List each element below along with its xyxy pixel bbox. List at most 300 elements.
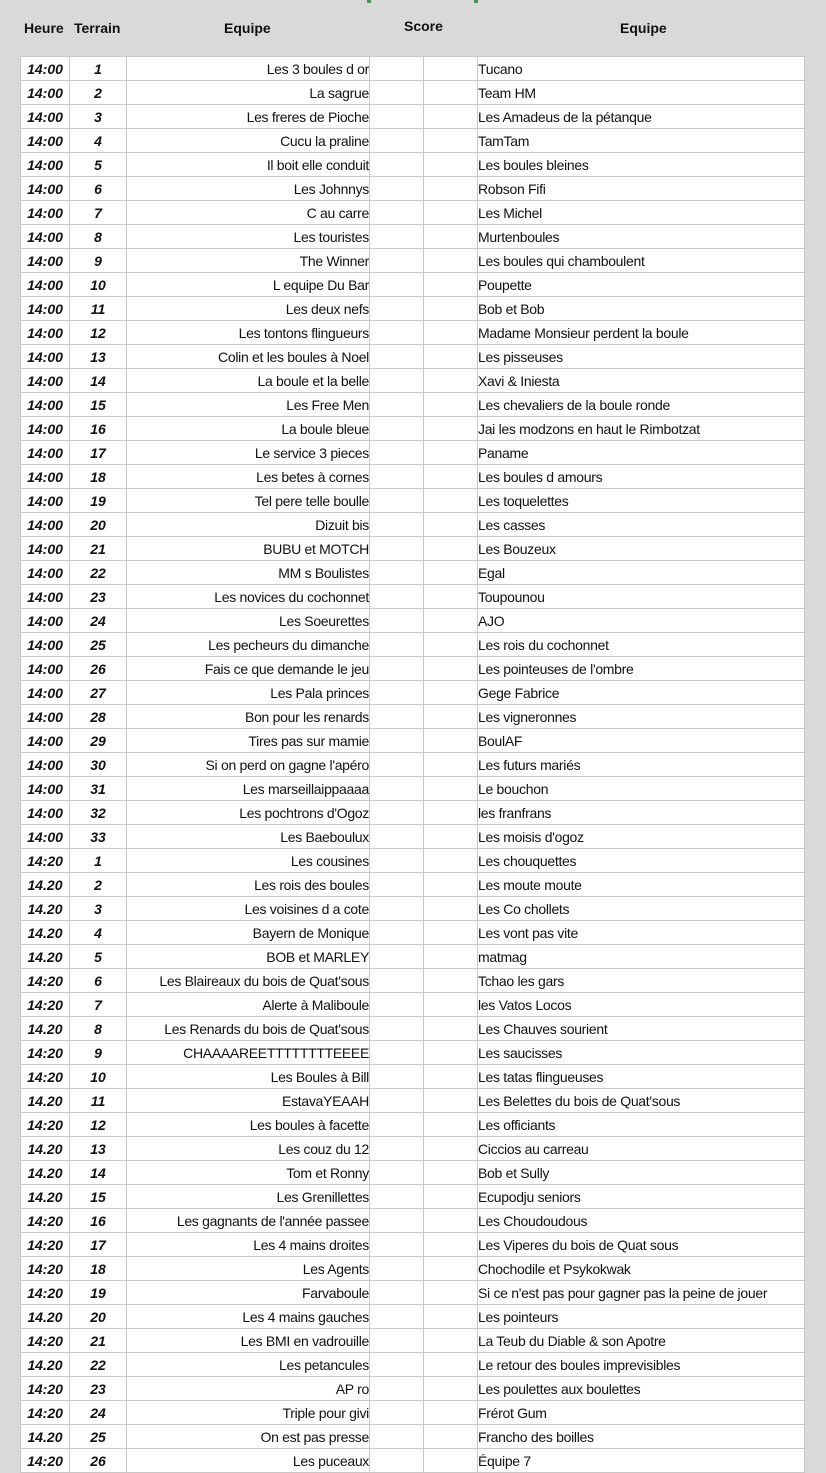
cell-score-away[interactable]: [424, 993, 478, 1017]
cell-team-home[interactable]: Les Blaireaux du bois de Quat'sous: [127, 969, 370, 993]
cell-score-home[interactable]: [370, 297, 424, 321]
cell-team-away[interactable]: Le retour des boules imprevisibles: [478, 1353, 805, 1377]
cell-team-away[interactable]: Ecupodju seniors: [478, 1185, 805, 1209]
cell-terrain[interactable]: 27: [70, 681, 127, 705]
cell-score-away[interactable]: [424, 825, 478, 849]
cell-heure[interactable]: 14:00: [21, 153, 70, 177]
cell-team-away[interactable]: Les Michel: [478, 201, 805, 225]
cell-team-home[interactable]: La sagrue: [127, 81, 370, 105]
cell-terrain[interactable]: 6: [70, 969, 127, 993]
cell-terrain[interactable]: 25: [70, 633, 127, 657]
cell-score-home[interactable]: [370, 465, 424, 489]
cell-heure[interactable]: 14:00: [21, 801, 70, 825]
cell-terrain[interactable]: 28: [70, 705, 127, 729]
cell-team-away[interactable]: Équipe 7: [478, 1449, 805, 1473]
cell-team-home[interactable]: L equipe Du Bar: [127, 273, 370, 297]
cell-heure[interactable]: 14:20: [21, 1257, 70, 1281]
cell-score-home[interactable]: [370, 1305, 424, 1329]
cell-heure[interactable]: 14.20: [21, 1089, 70, 1113]
cell-score-away[interactable]: [424, 585, 478, 609]
cell-score-home[interactable]: [370, 1113, 424, 1137]
cell-score-away[interactable]: [424, 321, 478, 345]
cell-score-home[interactable]: [370, 57, 424, 81]
cell-terrain[interactable]: 18: [70, 465, 127, 489]
cell-team-away[interactable]: Les Viperes du bois de Quat sous: [478, 1233, 805, 1257]
cell-score-away[interactable]: [424, 873, 478, 897]
cell-score-home[interactable]: [370, 1089, 424, 1113]
cell-heure[interactable]: 14:00: [21, 609, 70, 633]
cell-score-away[interactable]: [424, 177, 478, 201]
cell-score-away[interactable]: [424, 369, 478, 393]
cell-score-away[interactable]: [424, 1161, 478, 1185]
cell-team-away[interactable]: Le bouchon: [478, 777, 805, 801]
cell-team-away[interactable]: Les pointeuses de l'ombre: [478, 657, 805, 681]
cell-terrain[interactable]: 17: [70, 1233, 127, 1257]
cell-terrain[interactable]: 26: [70, 1449, 127, 1473]
cell-team-away[interactable]: les Vatos Locos: [478, 993, 805, 1017]
cell-terrain[interactable]: 25: [70, 1425, 127, 1449]
cell-team-away[interactable]: Robson Fifi: [478, 177, 805, 201]
cell-score-home[interactable]: [370, 441, 424, 465]
cell-terrain[interactable]: 6: [70, 177, 127, 201]
cell-terrain[interactable]: 20: [70, 513, 127, 537]
cell-score-away[interactable]: [424, 1257, 478, 1281]
cell-heure[interactable]: 14.20: [21, 945, 70, 969]
cell-team-home[interactable]: Les pecheurs du dimanche: [127, 633, 370, 657]
cell-team-home[interactable]: AP ro: [127, 1377, 370, 1401]
cell-score-home[interactable]: [370, 849, 424, 873]
cell-heure[interactable]: 14:20: [21, 1065, 70, 1089]
cell-score-away[interactable]: [424, 729, 478, 753]
cell-team-away[interactable]: Les chouquettes: [478, 849, 805, 873]
cell-score-away[interactable]: [424, 777, 478, 801]
cell-terrain[interactable]: 19: [70, 1281, 127, 1305]
cell-heure[interactable]: 14:00: [21, 369, 70, 393]
cell-score-home[interactable]: [370, 873, 424, 897]
cell-terrain[interactable]: 10: [70, 1065, 127, 1089]
cell-team-home[interactable]: The Winner: [127, 249, 370, 273]
cell-heure[interactable]: 14.20: [21, 1185, 70, 1209]
cell-score-away[interactable]: [424, 1233, 478, 1257]
cell-score-away[interactable]: [424, 705, 478, 729]
cell-team-home[interactable]: Les Agents: [127, 1257, 370, 1281]
cell-terrain[interactable]: 1: [70, 57, 127, 81]
cell-terrain[interactable]: 18: [70, 1257, 127, 1281]
cell-team-home[interactable]: Les Pala princes: [127, 681, 370, 705]
cell-team-away[interactable]: Les pointeurs: [478, 1305, 805, 1329]
cell-heure[interactable]: 14.20: [21, 1137, 70, 1161]
cell-heure[interactable]: 14:00: [21, 177, 70, 201]
cell-score-away[interactable]: [424, 1137, 478, 1161]
cell-heure[interactable]: 14.20: [21, 897, 70, 921]
cell-heure[interactable]: 14:20: [21, 1233, 70, 1257]
cell-score-away[interactable]: [424, 1377, 478, 1401]
cell-team-home[interactable]: Bon pour les renards: [127, 705, 370, 729]
cell-team-away[interactable]: Les tatas flingueuses: [478, 1065, 805, 1089]
cell-team-home[interactable]: Les betes à cornes: [127, 465, 370, 489]
cell-team-home[interactable]: Les boules à facette: [127, 1113, 370, 1137]
cell-team-home[interactable]: Les Baeboulux: [127, 825, 370, 849]
cell-heure[interactable]: 14:00: [21, 105, 70, 129]
cell-team-away[interactable]: matmag: [478, 945, 805, 969]
cell-team-home[interactable]: Les Free Men: [127, 393, 370, 417]
cell-score-away[interactable]: [424, 153, 478, 177]
cell-heure[interactable]: 14:00: [21, 57, 70, 81]
cell-terrain[interactable]: 11: [70, 1089, 127, 1113]
cell-team-away[interactable]: Bob et Sully: [478, 1161, 805, 1185]
cell-team-away[interactable]: Francho des boilles: [478, 1425, 805, 1449]
cell-team-away[interactable]: Madame Monsieur perdent la boule: [478, 321, 805, 345]
cell-score-away[interactable]: [424, 465, 478, 489]
cell-heure[interactable]: 14:20: [21, 1377, 70, 1401]
cell-team-home[interactable]: C au carre: [127, 201, 370, 225]
cell-team-away[interactable]: Les boules qui chamboulent: [478, 249, 805, 273]
cell-team-away[interactable]: Egal: [478, 561, 805, 585]
cell-team-away[interactable]: Tchao les gars: [478, 969, 805, 993]
cell-terrain[interactable]: 23: [70, 585, 127, 609]
cell-score-home[interactable]: [370, 1353, 424, 1377]
cell-terrain[interactable]: 3: [70, 897, 127, 921]
cell-team-home[interactable]: Les freres de Pioche: [127, 105, 370, 129]
cell-terrain[interactable]: 13: [70, 1137, 127, 1161]
cell-team-away[interactable]: Toupounou: [478, 585, 805, 609]
cell-team-away[interactable]: Les toquelettes: [478, 489, 805, 513]
cell-heure[interactable]: 14.20: [21, 1161, 70, 1185]
cell-score-home[interactable]: [370, 225, 424, 249]
cell-score-home[interactable]: [370, 1425, 424, 1449]
cell-score-home[interactable]: [370, 777, 424, 801]
cell-score-away[interactable]: [424, 609, 478, 633]
cell-team-away[interactable]: Les Choudoudous: [478, 1209, 805, 1233]
cell-team-home[interactable]: Cucu la praline: [127, 129, 370, 153]
cell-team-away[interactable]: les franfrans: [478, 801, 805, 825]
cell-score-home[interactable]: [370, 369, 424, 393]
cell-terrain[interactable]: 26: [70, 657, 127, 681]
cell-team-away[interactable]: Frérot Gum: [478, 1401, 805, 1425]
cell-score-away[interactable]: [424, 129, 478, 153]
cell-team-home[interactable]: Les marseillaippaaaa: [127, 777, 370, 801]
cell-score-away[interactable]: [424, 1329, 478, 1353]
cell-score-away[interactable]: [424, 897, 478, 921]
cell-heure[interactable]: 14:00: [21, 537, 70, 561]
cell-score-away[interactable]: [424, 1185, 478, 1209]
cell-team-home[interactable]: Il boit elle conduit: [127, 153, 370, 177]
cell-team-home[interactable]: Les petancules: [127, 1353, 370, 1377]
cell-heure[interactable]: 14:00: [21, 249, 70, 273]
cell-heure[interactable]: 14:20: [21, 1449, 70, 1473]
cell-heure[interactable]: 14:00: [21, 753, 70, 777]
cell-terrain[interactable]: 30: [70, 753, 127, 777]
cell-team-home[interactable]: Les BMI en vadrouille: [127, 1329, 370, 1353]
cell-team-home[interactable]: Les touristes: [127, 225, 370, 249]
cell-score-home[interactable]: [370, 1233, 424, 1257]
cell-team-home[interactable]: Triple pour givi: [127, 1401, 370, 1425]
cell-team-away[interactable]: Si ce n'est pas pour gagner pas la peine de jouer: [478, 1281, 805, 1305]
cell-terrain[interactable]: 7: [70, 201, 127, 225]
cell-score-away[interactable]: [424, 57, 478, 81]
cell-terrain[interactable]: 16: [70, 1209, 127, 1233]
cell-score-home[interactable]: [370, 201, 424, 225]
cell-score-away[interactable]: [424, 249, 478, 273]
cell-team-away[interactable]: AJO: [478, 609, 805, 633]
cell-score-away[interactable]: [424, 1065, 478, 1089]
cell-heure[interactable]: 14:00: [21, 225, 70, 249]
cell-team-home[interactable]: On est pas presse: [127, 1425, 370, 1449]
cell-score-home[interactable]: [370, 993, 424, 1017]
cell-team-home[interactable]: Les 4 mains gauches: [127, 1305, 370, 1329]
cell-terrain[interactable]: 8: [70, 1017, 127, 1041]
cell-heure[interactable]: 14:00: [21, 129, 70, 153]
cell-terrain[interactable]: 14: [70, 369, 127, 393]
cell-team-away[interactable]: Les boules bleines: [478, 153, 805, 177]
cell-score-home[interactable]: [370, 1185, 424, 1209]
cell-score-home[interactable]: [370, 657, 424, 681]
cell-score-home[interactable]: [370, 1041, 424, 1065]
cell-score-away[interactable]: [424, 273, 478, 297]
cell-score-home[interactable]: [370, 393, 424, 417]
cell-score-away[interactable]: [424, 1041, 478, 1065]
cell-team-home[interactable]: Les voisines d a cote: [127, 897, 370, 921]
cell-score-home[interactable]: [370, 321, 424, 345]
cell-heure[interactable]: 14:00: [21, 585, 70, 609]
cell-terrain[interactable]: 3: [70, 105, 127, 129]
cell-team-home[interactable]: BUBU et MOTCH: [127, 537, 370, 561]
cell-terrain[interactable]: 21: [70, 537, 127, 561]
cell-heure[interactable]: 14:20: [21, 1401, 70, 1425]
cell-terrain[interactable]: 20: [70, 1305, 127, 1329]
cell-team-home[interactable]: BOB et MARLEY: [127, 945, 370, 969]
cell-score-home[interactable]: [370, 801, 424, 825]
cell-terrain[interactable]: 12: [70, 321, 127, 345]
cell-team-home[interactable]: Bayern de Monique: [127, 921, 370, 945]
cell-heure[interactable]: 14:00: [21, 705, 70, 729]
cell-terrain[interactable]: 24: [70, 609, 127, 633]
cell-terrain[interactable]: 1: [70, 849, 127, 873]
cell-team-home[interactable]: Les Grenillettes: [127, 1185, 370, 1209]
cell-team-home[interactable]: Les Johnnys: [127, 177, 370, 201]
cell-heure[interactable]: 14:00: [21, 489, 70, 513]
cell-score-home[interactable]: [370, 513, 424, 537]
cell-terrain[interactable]: 10: [70, 273, 127, 297]
cell-team-away[interactable]: Team HM: [478, 81, 805, 105]
cell-heure[interactable]: 14:20: [21, 1209, 70, 1233]
cell-score-away[interactable]: [424, 945, 478, 969]
cell-score-home[interactable]: [370, 1377, 424, 1401]
cell-team-home[interactable]: Les gagnants de l'année passee: [127, 1209, 370, 1233]
cell-score-away[interactable]: [424, 921, 478, 945]
cell-team-away[interactable]: Les saucisses: [478, 1041, 805, 1065]
cell-team-away[interactable]: Les Co chollets: [478, 897, 805, 921]
cell-heure[interactable]: 14:00: [21, 465, 70, 489]
cell-team-home[interactable]: Les 4 mains droites: [127, 1233, 370, 1257]
cell-terrain[interactable]: 31: [70, 777, 127, 801]
cell-score-home[interactable]: [370, 945, 424, 969]
cell-score-away[interactable]: [424, 753, 478, 777]
cell-terrain[interactable]: 5: [70, 945, 127, 969]
cell-team-away[interactable]: BoulAF: [478, 729, 805, 753]
cell-team-home[interactable]: Les puceaux: [127, 1449, 370, 1473]
cell-score-home[interactable]: [370, 969, 424, 993]
cell-score-home[interactable]: [370, 825, 424, 849]
cell-score-away[interactable]: [424, 1089, 478, 1113]
cell-team-home[interactable]: Les deux nefs: [127, 297, 370, 321]
cell-score-away[interactable]: [424, 417, 478, 441]
cell-team-away[interactable]: Poupette: [478, 273, 805, 297]
cell-score-home[interactable]: [370, 1209, 424, 1233]
cell-team-away[interactable]: Xavi & Iniesta: [478, 369, 805, 393]
cell-score-away[interactable]: [424, 393, 478, 417]
cell-score-home[interactable]: [370, 633, 424, 657]
cell-score-away[interactable]: [424, 801, 478, 825]
cell-team-away[interactable]: Tucano: [478, 57, 805, 81]
cell-score-away[interactable]: [424, 1449, 478, 1473]
cell-heure[interactable]: 14.20: [21, 921, 70, 945]
cell-score-home[interactable]: [370, 1257, 424, 1281]
cell-terrain[interactable]: 9: [70, 1041, 127, 1065]
cell-score-away[interactable]: [424, 681, 478, 705]
cell-heure[interactable]: 14:00: [21, 393, 70, 417]
cell-terrain[interactable]: 23: [70, 1377, 127, 1401]
cell-terrain[interactable]: 2: [70, 81, 127, 105]
cell-heure[interactable]: 14:00: [21, 657, 70, 681]
cell-score-home[interactable]: [370, 1017, 424, 1041]
cell-terrain[interactable]: 12: [70, 1113, 127, 1137]
cell-score-away[interactable]: [424, 105, 478, 129]
cell-team-home[interactable]: Les tontons flingueurs: [127, 321, 370, 345]
cell-heure[interactable]: 14.20: [21, 1353, 70, 1377]
cell-team-home[interactable]: Les Soeurettes: [127, 609, 370, 633]
cell-team-away[interactable]: Les rois du cochonnet: [478, 633, 805, 657]
cell-score-home[interactable]: [370, 705, 424, 729]
cell-heure[interactable]: 14:00: [21, 345, 70, 369]
cell-score-away[interactable]: [424, 561, 478, 585]
cell-terrain[interactable]: 2: [70, 873, 127, 897]
cell-score-away[interactable]: [424, 657, 478, 681]
cell-team-home[interactable]: Le service 3 pieces: [127, 441, 370, 465]
cell-heure[interactable]: 14:20: [21, 993, 70, 1017]
cell-team-away[interactable]: Les vigneronnes: [478, 705, 805, 729]
cell-team-home[interactable]: Tires pas sur mamie: [127, 729, 370, 753]
cell-heure[interactable]: 14.20: [21, 1305, 70, 1329]
cell-team-home[interactable]: Les Renards du bois de Quat'sous: [127, 1017, 370, 1041]
cell-terrain[interactable]: 7: [70, 993, 127, 1017]
cell-heure[interactable]: 14:00: [21, 825, 70, 849]
cell-terrain[interactable]: 22: [70, 1353, 127, 1377]
cell-terrain[interactable]: 15: [70, 1185, 127, 1209]
cell-score-home[interactable]: [370, 1065, 424, 1089]
cell-score-away[interactable]: [424, 297, 478, 321]
cell-heure[interactable]: 14:00: [21, 777, 70, 801]
cell-terrain[interactable]: 22: [70, 561, 127, 585]
cell-terrain[interactable]: 4: [70, 129, 127, 153]
cell-heure[interactable]: 14:00: [21, 681, 70, 705]
cell-team-away[interactable]: Les futurs mariés: [478, 753, 805, 777]
cell-score-away[interactable]: [424, 513, 478, 537]
cell-team-home[interactable]: CHAAAAREETTTTTTTTEEEE: [127, 1041, 370, 1065]
cell-heure[interactable]: 14:20: [21, 1041, 70, 1065]
cell-terrain[interactable]: 17: [70, 441, 127, 465]
cell-team-home[interactable]: Les pochtrons d'Ogoz: [127, 801, 370, 825]
cell-team-home[interactable]: Farvaboule: [127, 1281, 370, 1305]
cell-team-home[interactable]: Dizuit bis: [127, 513, 370, 537]
cell-score-away[interactable]: [424, 1017, 478, 1041]
cell-heure[interactable]: 14:20: [21, 969, 70, 993]
cell-team-away[interactable]: Paname: [478, 441, 805, 465]
cell-score-home[interactable]: [370, 81, 424, 105]
cell-score-away[interactable]: [424, 633, 478, 657]
cell-score-away[interactable]: [424, 1353, 478, 1377]
cell-score-home[interactable]: [370, 129, 424, 153]
cell-score-home[interactable]: [370, 681, 424, 705]
cell-heure[interactable]: 14.20: [21, 1425, 70, 1449]
cell-team-away[interactable]: Les moute moute: [478, 873, 805, 897]
cell-terrain[interactable]: 16: [70, 417, 127, 441]
cell-heure[interactable]: 14:00: [21, 321, 70, 345]
cell-team-away[interactable]: Les Chauves sourient: [478, 1017, 805, 1041]
cell-score-home[interactable]: [370, 561, 424, 585]
cell-heure[interactable]: 14:00: [21, 729, 70, 753]
cell-terrain[interactable]: 8: [70, 225, 127, 249]
cell-terrain[interactable]: 15: [70, 393, 127, 417]
cell-terrain[interactable]: 14: [70, 1161, 127, 1185]
cell-heure[interactable]: 14:20: [21, 1281, 70, 1305]
cell-terrain[interactable]: 11: [70, 297, 127, 321]
cell-team-home[interactable]: Tom et Ronny: [127, 1161, 370, 1185]
cell-team-away[interactable]: Les Belettes du bois de Quat'sous: [478, 1089, 805, 1113]
cell-score-home[interactable]: [370, 609, 424, 633]
cell-team-home[interactable]: Tel pere telle boulle: [127, 489, 370, 513]
cell-team-away[interactable]: Les Amadeus de la pétanque: [478, 105, 805, 129]
cell-heure[interactable]: 14.20: [21, 873, 70, 897]
cell-team-home[interactable]: Alerte à Maliboule: [127, 993, 370, 1017]
cell-score-away[interactable]: [424, 969, 478, 993]
cell-score-home[interactable]: [370, 729, 424, 753]
cell-team-home[interactable]: EstavaYEAAH: [127, 1089, 370, 1113]
cell-team-away[interactable]: Les boules d amours: [478, 465, 805, 489]
cell-heure[interactable]: 14:00: [21, 201, 70, 225]
cell-heure[interactable]: 14:00: [21, 513, 70, 537]
cell-heure[interactable]: 14.20: [21, 1017, 70, 1041]
cell-heure[interactable]: 14:00: [21, 297, 70, 321]
cell-score-home[interactable]: [370, 177, 424, 201]
cell-score-home[interactable]: [370, 345, 424, 369]
cell-team-away[interactable]: Chochodile et Psykokwak: [478, 1257, 805, 1281]
cell-team-away[interactable]: Les Bouzeux: [478, 537, 805, 561]
cell-heure[interactable]: 14:00: [21, 561, 70, 585]
cell-terrain[interactable]: 4: [70, 921, 127, 945]
cell-terrain[interactable]: 33: [70, 825, 127, 849]
cell-heure[interactable]: 14:00: [21, 417, 70, 441]
cell-terrain[interactable]: 29: [70, 729, 127, 753]
cell-team-away[interactable]: Les poulettes aux boulettes: [478, 1377, 805, 1401]
cell-team-home[interactable]: Colin et les boules à Noel: [127, 345, 370, 369]
cell-team-home[interactable]: Fais ce que demande le jeu: [127, 657, 370, 681]
cell-terrain[interactable]: 5: [70, 153, 127, 177]
cell-score-away[interactable]: [424, 537, 478, 561]
cell-score-home[interactable]: [370, 489, 424, 513]
cell-terrain[interactable]: 24: [70, 1401, 127, 1425]
cell-score-home[interactable]: [370, 1401, 424, 1425]
cell-score-away[interactable]: [424, 849, 478, 873]
cell-team-home[interactable]: Les novices du cochonnet: [127, 585, 370, 609]
cell-score-home[interactable]: [370, 249, 424, 273]
cell-score-home[interactable]: [370, 1281, 424, 1305]
cell-score-home[interactable]: [370, 273, 424, 297]
cell-team-home[interactable]: Les couz du 12: [127, 1137, 370, 1161]
cell-heure[interactable]: 14:00: [21, 633, 70, 657]
cell-team-home[interactable]: Les cousines: [127, 849, 370, 873]
cell-score-home[interactable]: [370, 417, 424, 441]
